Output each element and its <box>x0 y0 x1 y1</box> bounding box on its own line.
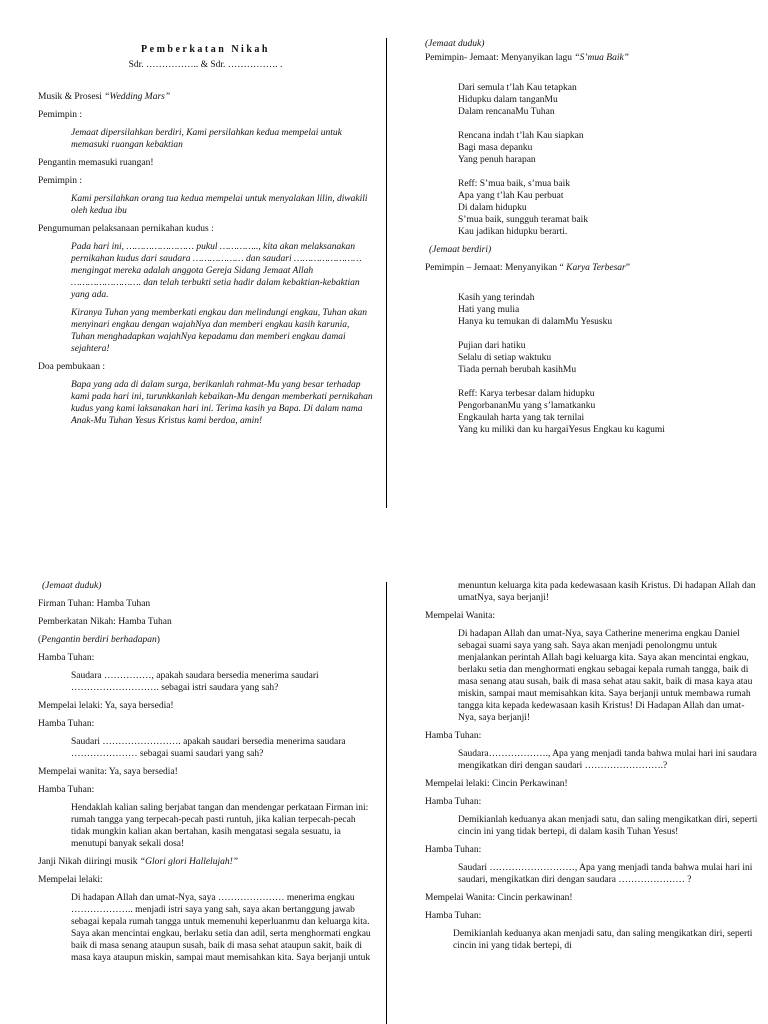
page-bottom-right <box>425 580 760 1024</box>
pemberkatan-line: Pemberkatan Nikah: Hamba Tuhan <box>38 617 172 627</box>
document-title: Pemberkatan Nikah <box>141 44 270 55</box>
wanita-answer-1: Mempelai wanita: Ya, saya bersedia! <box>38 767 178 777</box>
doa-label: Doa pembukaan : <box>38 362 106 372</box>
hamba-text-1: Saudara ……………, apakah saudara bersedia menerima saudari ………………………. sebagai istri saudara yang sah? <box>71 671 319 693</box>
hamba-label-4: Hamba Tuhan: <box>425 731 482 741</box>
page-divider-top <box>386 38 387 508</box>
hamba-text-3: Hendaklah kalian saling berjabat tangan dan mendengar perkataan Firman ini: rumah tangga yang terpecah-pecah pasti runtuh, jika kalian terpecah-pecah tidak mungkin kalian akan bertahan, kasih mengatasi segala sesuatu, ia menutupi banyak sekali dosa! <box>71 803 369 849</box>
song1-intro: Pemimpin- Jemaat: Menyanyikan lagu <box>425 53 575 63</box>
song2-intro: Pemimpin – Jemaat: Menyanyikan “ <box>425 263 567 273</box>
hamba-text-4: Saudara………………., Apa yang menjadi tanda bahwa mulai hari ini saudara mengikatkan diri dengan saudari …………………….? <box>458 749 757 771</box>
song2-reff-label: Reff: <box>458 389 480 399</box>
janji-line <box>38 856 373 868</box>
hamba-label-1: Hamba Tuhan: <box>38 653 95 663</box>
pemimpin-text-2: Kami persilahkan orang tua kedua mempelai untuk menyalakan lilin, diwakili oleh kedua ibu <box>71 194 368 216</box>
hamba-text-2: Saudari ……………………. apakah saudari bersedia menerima saudara ………………… sebagai suami saudari yang sah? <box>71 737 346 759</box>
song1-verse-1: Dari semula t’lah Kau tetapkan Hidupku dalam tanganMu Dalam rencanaMu Tuhan <box>458 83 577 117</box>
pengantin-berdiri: Pengantin berdiri berhadapan <box>41 635 157 645</box>
hamba-text-6: Saudari ………………………, Apa yang menjadi tanda bahwa mulai hari ini saudari, mengikatkan diri dengan saudara ………………… ? <box>458 863 753 885</box>
pemimpin-label-2: Pemimpin : <box>38 176 83 186</box>
janji-label: Janji Nikah diiringi musik <box>38 857 140 867</box>
lelaki-label-2: Mempelai lelaki: <box>38 875 103 885</box>
song1-reff <box>425 178 760 238</box>
wanita-label: Mempelai Wanita: <box>425 611 496 621</box>
song1-reff-text: S’mua baik, s’mua baik Apa yang t’lah Kau perbuat Di dalam hidupku S’mua baik, sungguh teramat baik Kau jadikan hidupku berarti. <box>458 179 589 237</box>
song2-reff <box>425 388 760 436</box>
hamba-text-7: Demikianlah keduanya akan menjadi satu, dan saling mengikatkan diri, seperti cincin ini yang tidak bertepi, di <box>453 929 753 951</box>
song1-reff-label: Reff: <box>458 179 480 189</box>
song2-reff-text: Karya terbesar dalam hidupku PengorbananMu yang s’lamatkanku Engkaulah harta yang tak ternilai Yang ku miliki dan ku hargaiYesus Engkau ku kagumi <box>458 389 665 435</box>
song2-verse-2: Pujian dari hatiku Selalu di setiap waktuku Tiada pernah berubah kasihMu <box>458 341 577 375</box>
song1-title: “S’mua Baik” <box>574 53 629 63</box>
paren-open: ( <box>38 635 42 645</box>
page-divider-bottom <box>386 582 387 1024</box>
hamba-label-5: Hamba Tuhan: <box>425 797 482 807</box>
song1-verse-2: Rencana indah t’lah Kau siapkan Bagi masa depanku Yang penuh harapan <box>458 131 584 165</box>
firman-line: Firman Tuhan: Hamba Tuhan <box>38 599 151 609</box>
hamba-label-6: Hamba Tuhan: <box>425 845 482 855</box>
jemaat-duduk-1: (Jemaat duduk) <box>425 39 485 49</box>
jemaat-duduk-2: (Jemaat duduk) <box>42 581 102 591</box>
musik-song: “Wedding Mars” <box>104 92 171 102</box>
song1-heading <box>425 52 760 64</box>
lelaki-answer-1: Mempelai lelaki: Ya, saya bersedia! <box>38 701 174 711</box>
wanita-ring-answer: Mempelai Wanita: Cincin perkawinan! <box>425 893 573 903</box>
wanita-vow-text: Di hadapan Allah dan umat-Nya, saya Catherine menerima engkau Daniel sebagai suami saya yang sah. Saya akan menjadi penolongmu untuk menjalankan perintah Allah bagi keluarga kita. Saya akan mencintai engkau, berlaku setia dan menghormati engkau sebagai kepala rumah tangga, baik di masa senang atau susah, baik di masa sehat atau sakit, baik di masa kaya atau miskin, sampai maut memisahkan kita. Saya berjanji untuk membawa rumah tangga kita kepada kedewasaan kasih Kristus! Di Hadapan Allah dan umat-Nya, saya berjanji! <box>458 629 753 723</box>
hamba-text-5: Demikianlah keduanya akan menjadi satu, dan saling mengikatkan diri, seperti cincin ini yang tidak bertepi, di dalam kasih Tuhan Yesus! <box>458 815 758 837</box>
hamba-label-7: Hamba Tuhan: <box>425 911 482 921</box>
janji-song: “Glori glori Hallelujah!” <box>139 857 239 867</box>
song2-title: Karya Terbesar <box>566 263 626 273</box>
jemaat-berdiri: (Jemaat berdiri) <box>429 245 492 255</box>
pengantin-berdiri-line <box>38 634 373 646</box>
song2-close: ” <box>625 263 630 273</box>
doa-text: Bapa yang ada di dalam surga, berikanlah rahmat-Mu yang besar terhadap kami pada hari ini, turunkkanlah kebaikan-Mu dengan memberkati pernikahan kudus yang kami laksanakan hari ini. Terima kasih ya Bapa. Di dalam nama Anak-Mu Tuhan Yesus Kristus kami berdoa, amin! <box>71 380 373 426</box>
pengumuman-text-2: Kiranya Tuhan yang memberkati engkau dan melindungi engkau, Tuhan akan menyinari engkau dengan wajahNya dan memberi engkau kasih karunia, Tuhan menghadapkan wajahNya kepadamu dan memberi engkau damai sejahtera! <box>71 308 368 354</box>
page-top-left <box>38 38 373 518</box>
lelaki-ring-answer: Mempelai lelaki: Cincin Perkawinan! <box>425 779 568 789</box>
couple-names: Sdr. …………….. & Sdr. ……………. . <box>128 60 283 70</box>
paren-close: ) <box>156 635 160 645</box>
pengumuman-label: Pengumuman pelaksanaan pernikahan kudus : <box>38 224 214 234</box>
pemimpin-text-1: Jemaat dipersilahkan berdiri, Kami persilahkan kedua mempelai untuk memasuki ruangan kebaktian <box>71 128 342 150</box>
pengumuman-text-1: Pada hari ini, …………………… pukul ………….., kita akan melaksanakan pernikahan kudus dari saudara ……………… dan saudari …………………… mengingat mereka adalah anggota Gereja Sidang Jemaat Allah ……………………. dan telah terbukti setia hadir dalam kebaktian-kebaktian yang ada. <box>71 242 362 300</box>
pemimpin-label-1: Pemimpin : <box>38 110 83 120</box>
musik-label: Musik & Prosesi <box>38 92 105 102</box>
lelaki-vow-text: Di hadapan Allah dan umat-Nya, saya ………………… menerima engkau ……………….. menjadi istri saya yang sah, saya akan bertanggung jawab sebagai kepala rumah tangga untuk memenuhi keperluanmu dan keluarga kita. Saya akan mencintai engkau, berlaku setia dan adil, serta menghormati engkau baik di masa senang ataupun susah, baik di masa sehat ataupun sakit, baik di masa kaya ataupun miskin, sampai maut memisahkan kita. Saya berjanji untuk <box>71 893 371 963</box>
song2-heading <box>425 262 760 274</box>
pengantin-masuk: Pengantin memasuki ruangan! <box>38 158 154 168</box>
song2-verse-1: Kasih yang terindah Hati yang mulia Hanya ku temukan di dalamMu Yesusku <box>458 293 613 327</box>
lelaki-vow-continuation: menuntun keluarga kita pada kedewasaan kasih Kristus. Di hadapan Allah dan umatNya, saya berjanji! <box>458 581 756 603</box>
page-top-right <box>425 38 760 518</box>
page-bottom-left <box>38 580 373 1024</box>
hamba-label-3: Hamba Tuhan: <box>38 785 95 795</box>
musik-line <box>38 91 373 103</box>
hamba-label-2: Hamba Tuhan: <box>38 719 95 729</box>
